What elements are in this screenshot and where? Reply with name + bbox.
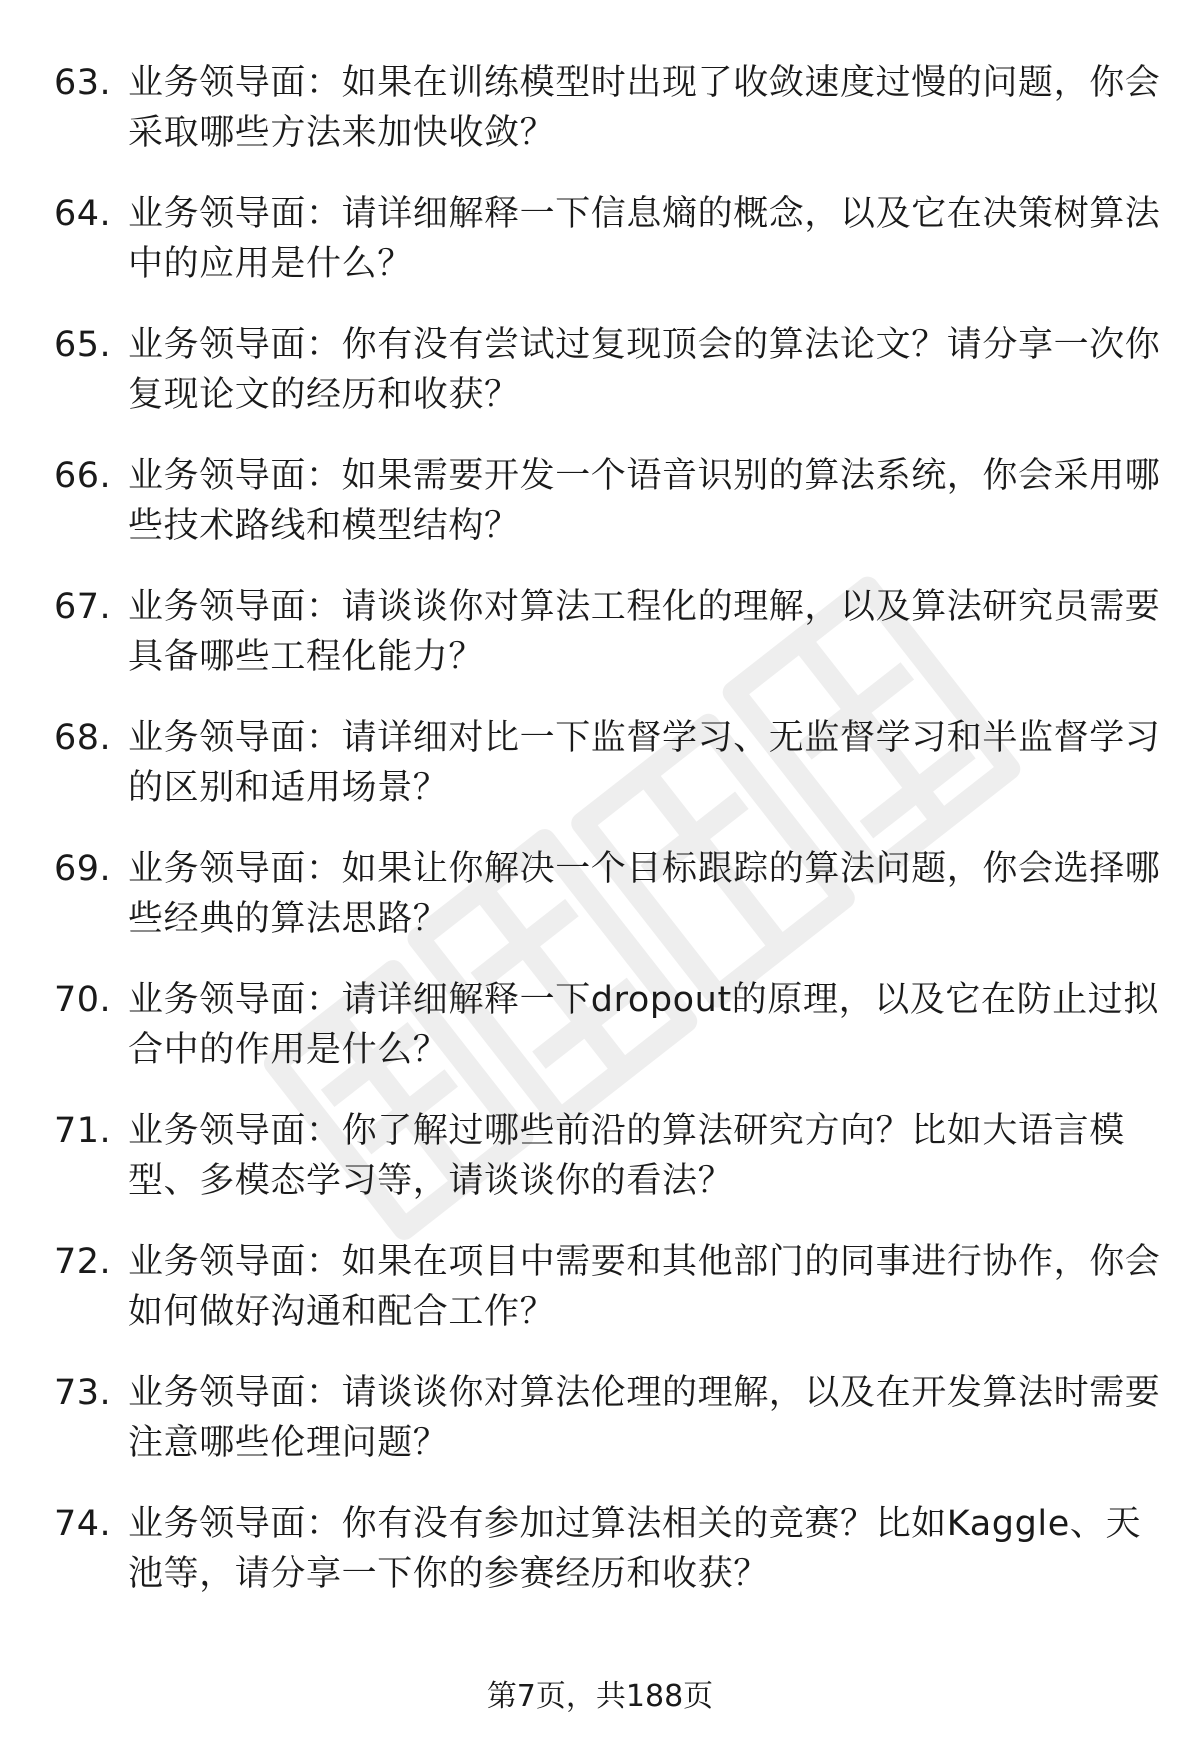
question-text: 业务领导面：你了解过哪些前沿的算法研究方向？比如大语言模型、多模态学习等，请谈谈你的看法？ bbox=[128, 1111, 1125, 1201]
question-text: 业务领导面：如果让你解决一个目标跟踪的算法问题，你会选择哪些经典的算法思路？ bbox=[128, 849, 1161, 939]
question-text: 业务领导面：如果在项目中需要和其他部门的同事进行协作，你会如何做好沟通和配合工作？ bbox=[128, 1242, 1161, 1332]
question-text: 业务领导面：如果需要开发一个语音识别的算法系统，你会采用哪些技术路线和模型结构？ bbox=[128, 456, 1161, 546]
question-item bbox=[0, 844, 1200, 975]
question-number: 68. bbox=[54, 718, 112, 758]
question-text: 业务领导面：你有没有参加过算法相关的竞赛？比如Kaggle、天池等，请分享一下你的参赛经历和收获？ bbox=[128, 1504, 1142, 1594]
question-number: 69. bbox=[54, 849, 112, 889]
question-number: 71. bbox=[54, 1111, 112, 1151]
question-number: 73. bbox=[54, 1373, 112, 1413]
question-number: 66. bbox=[54, 456, 112, 496]
question-item bbox=[0, 1237, 1200, 1368]
question-item bbox=[0, 320, 1200, 451]
question-item bbox=[0, 975, 1200, 1106]
question-text: 业务领导面：你有没有尝试过复现顶会的算法论文？请分享一次你复现论文的经历和收获？ bbox=[128, 325, 1161, 415]
question-item bbox=[0, 1368, 1200, 1499]
page-footer: 第7页，共188页 bbox=[486, 1679, 714, 1714]
question-text: 业务领导面：请谈谈你对算法工程化的理解，以及算法研究员需要具备哪些工程化能力？ bbox=[128, 587, 1161, 677]
question-item bbox=[0, 1499, 1200, 1630]
question-number: 72. bbox=[54, 1242, 112, 1282]
question-number: 64. bbox=[54, 194, 112, 234]
question-item bbox=[0, 713, 1200, 844]
question-number: 63. bbox=[54, 63, 112, 103]
question-text: 业务领导面：请详细解释一下信息熵的概念，以及它在决策树算法中的应用是什么？ bbox=[128, 194, 1161, 284]
question-item bbox=[0, 1106, 1200, 1237]
question-number: 70. bbox=[54, 980, 112, 1020]
question-item bbox=[0, 58, 1200, 189]
question-number: 65. bbox=[54, 325, 112, 365]
question-item bbox=[0, 582, 1200, 713]
question-text: 业务领导面：如果在训练模型时出现了收敛速度过慢的问题，你会采取哪些方法来加快收敛？ bbox=[128, 63, 1161, 153]
question-list bbox=[0, 58, 1200, 1630]
question-text: 业务领导面：请谈谈你对算法伦理的理解，以及在开发算法时需要注意哪些伦理问题？ bbox=[128, 1373, 1161, 1463]
question-item bbox=[0, 189, 1200, 320]
question-item bbox=[0, 451, 1200, 582]
question-number: 74. bbox=[54, 1504, 112, 1544]
question-number: 67. bbox=[54, 587, 112, 627]
question-text: 业务领导面：请详细对比一下监督学习、无监督学习和半监督学习的区别和适用场景？ bbox=[128, 718, 1161, 808]
question-text: 业务领导面：请详细解释一下dropout的原理，以及它在防止过拟合中的作用是什么？ bbox=[128, 980, 1159, 1070]
